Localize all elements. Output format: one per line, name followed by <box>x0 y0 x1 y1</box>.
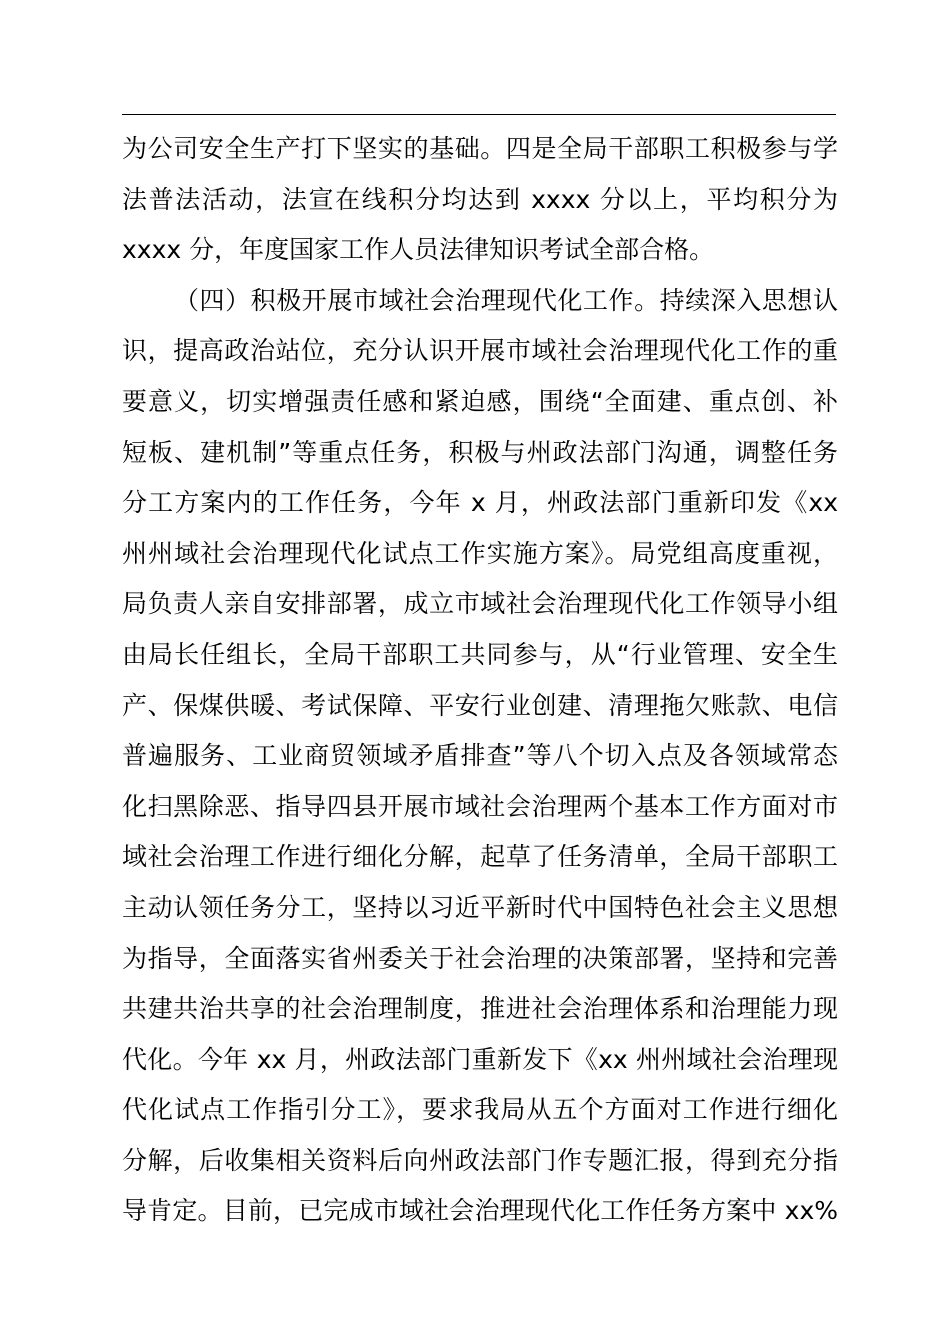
text-line: 代化试点工作指引分工》，要求我局从五个方面对工作进行细化 <box>122 1095 838 1125</box>
text-line: 主动认领任务分工，坚持以习近平新时代中国特色社会主义思想 <box>122 892 838 922</box>
text-line: 分工方案内的工作任务，今年 x 月，州政法部门重新印发《xx <box>122 488 838 518</box>
text-line: 局负责人亲自安排部署，成立市域社会治理现代化工作领导小组 <box>122 589 838 619</box>
body-text <box>122 124 838 1237</box>
text-line: 共建共治共享的社会治理制度，推进社会治理体系和治理能力现 <box>122 994 838 1024</box>
text-line: 产、保煤供暖、考试保障、平安行业创建、清理拖欠账款、电信 <box>122 690 838 720</box>
text-line: 短板、建机制”等重点任务，积极与州政法部门沟通，调整任务 <box>122 437 838 467</box>
text-line: 为指导，全面落实省州委关于社会治理的决策部署，坚持和完善 <box>122 943 838 973</box>
text-line: 法普法活动，法宣在线积分均达到 xxxx 分以上，平均积分为 <box>122 184 838 214</box>
text-line: 域社会治理工作进行细化分解，起草了任务清单，全局干部职工 <box>122 842 838 872</box>
text-line: 由局长任组长，全局干部职工共同参与，从“行业管理、安全生 <box>122 639 838 669</box>
text-line: 为公司安全生产打下坚实的基础。四是全局干部职工积极参与学 <box>122 134 838 163</box>
text-line: 导肯定。目前，已完成市域社会治理现代化工作任务方案中 xx% <box>122 1196 838 1226</box>
text-line: 识，提高政治站位，充分认识开展市域社会治理现代化工作的重 <box>122 336 838 366</box>
text-line: 代化。今年 xx 月，州政法部门重新发下《xx 州州域社会治理现 <box>122 1044 838 1074</box>
text-line: 普遍服务、工业商贸领域矛盾排查”等八个切入点及各领域常态 <box>122 741 838 771</box>
text-line: 州州域社会治理现代化试点工作实施方案》。局党组高度重视， <box>122 538 838 568</box>
section-heading-line: （四）积极开展市域社会治理现代化工作。持续深入思想认 <box>174 285 838 315</box>
text-line: 分解，后收集相关资料后向州政法部门作专题汇报，得到充分指 <box>122 1145 838 1175</box>
header-rule <box>122 114 836 115</box>
text-line: 化扫黑除恶、指导四县开展市域社会治理两个基本工作方面对市 <box>122 791 838 821</box>
text-line: xxxx 分，年度国家工作人员法律知识考试全部合格。 <box>122 235 715 265</box>
text-line: 要意义，切实增强责任感和紧迫感，围绕“全面建、重点创、补 <box>122 386 838 416</box>
